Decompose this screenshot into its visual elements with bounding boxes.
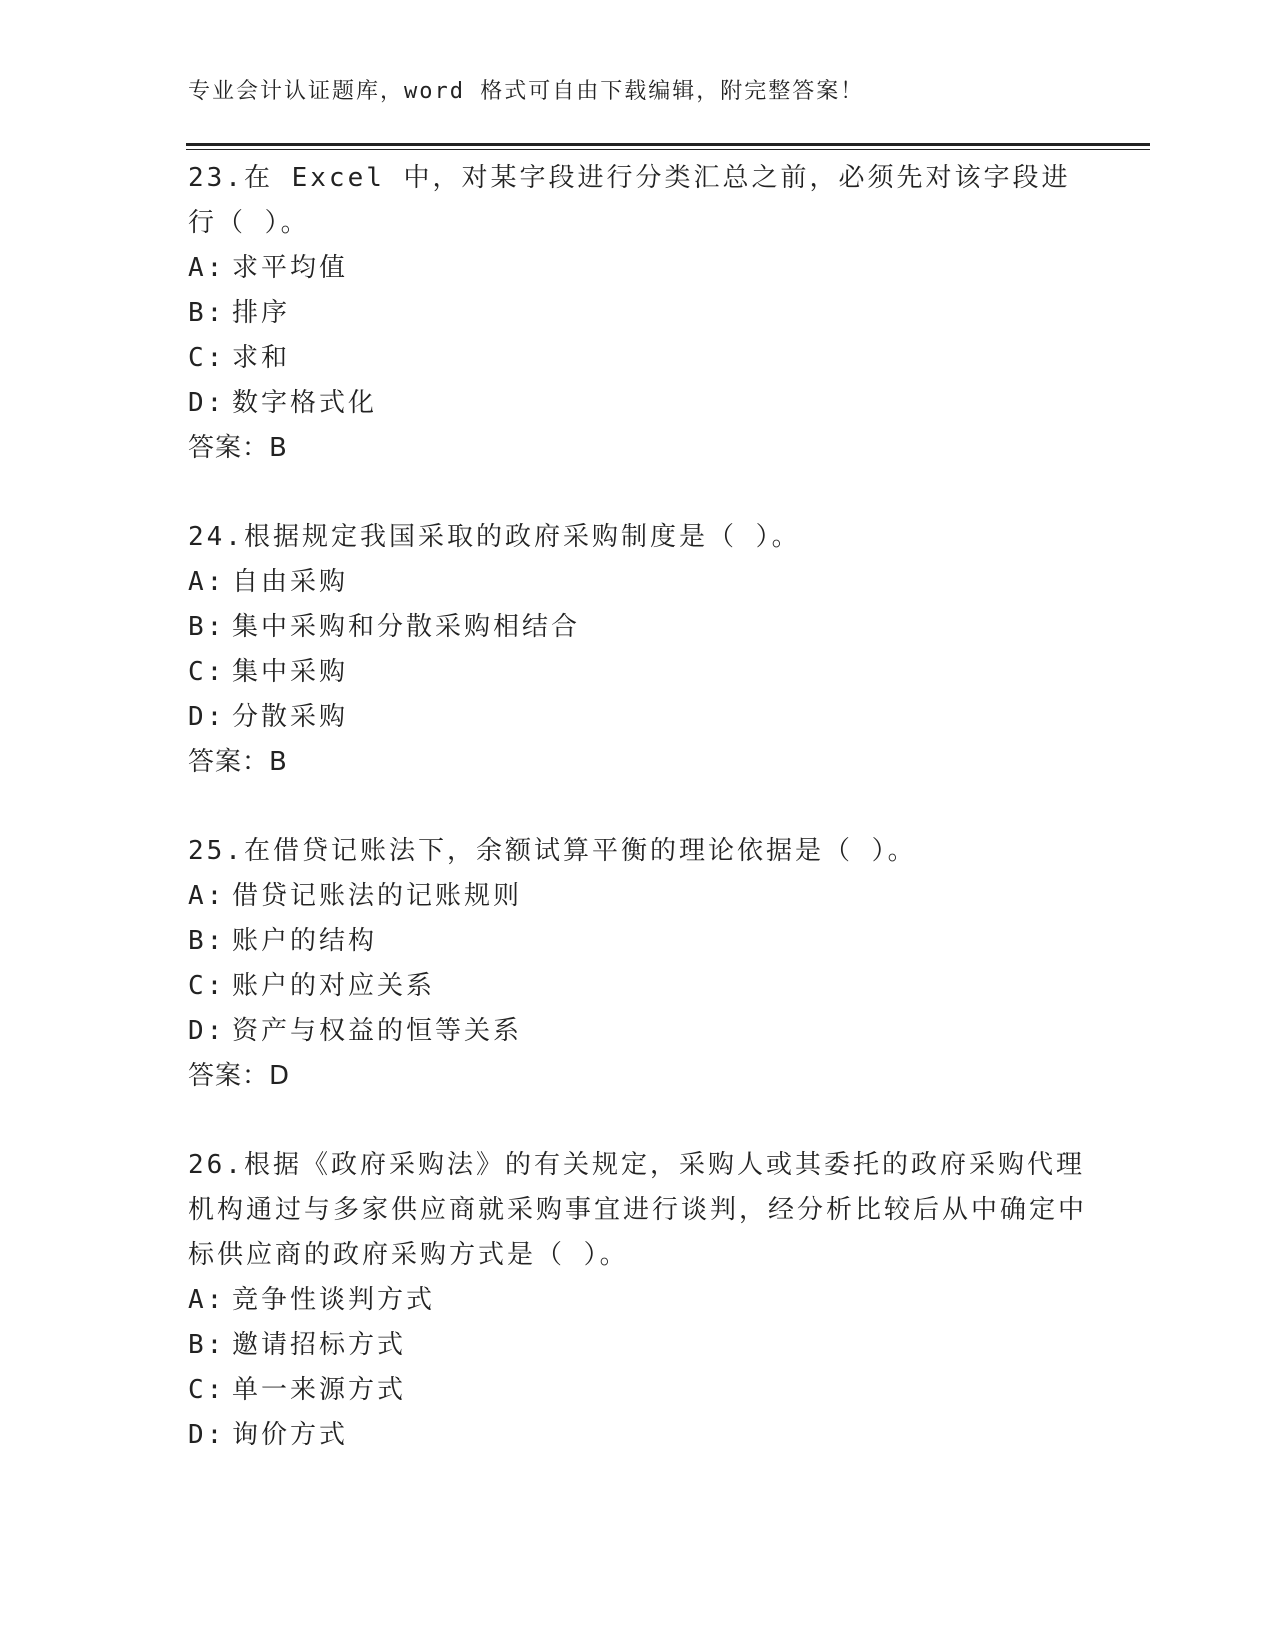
answer-line: [188, 426, 1088, 471]
answer-value: B: [269, 433, 288, 463]
option-text: 排序: [232, 298, 291, 328]
answer-value: D: [269, 1061, 291, 1091]
answer-label: 答案：: [188, 433, 270, 463]
option-letter: C:: [188, 343, 226, 373]
option-b: [188, 291, 1088, 336]
option-d: [188, 1413, 1088, 1458]
option-text: 竞争性谈判方式: [232, 1285, 436, 1315]
option-text: 集中采购: [232, 657, 349, 687]
option-letter: B:: [188, 298, 226, 328]
option-text: 分散采购: [232, 702, 349, 732]
question-stem: 根据规定我国采取的政府采购制度是（ ）。: [243, 522, 801, 552]
question-number: 23.: [188, 163, 244, 193]
header-rule-thick: [186, 143, 1150, 146]
option-letter: B:: [188, 1330, 226, 1360]
option-text: 借贷记账法的记账规则: [232, 881, 523, 911]
question-text: [188, 829, 1088, 874]
question-number: 24.: [188, 522, 244, 552]
question-text: [188, 156, 1088, 246]
question-text: [188, 1143, 1088, 1278]
option-letter: C:: [188, 971, 226, 1001]
option-c: [188, 1368, 1088, 1413]
option-letter: C:: [188, 657, 226, 687]
option-letter: D:: [188, 1420, 226, 1450]
option-c: [188, 336, 1088, 381]
option-text: 单一来源方式: [232, 1375, 407, 1405]
option-text: 询价方式: [232, 1420, 349, 1450]
option-a: [188, 560, 1088, 605]
answer-line: [188, 740, 1088, 785]
option-letter: A:: [188, 1285, 226, 1315]
option-text: 邀请招标方式: [232, 1330, 407, 1360]
option-d: [188, 1009, 1088, 1054]
option-text: 求平均值: [232, 253, 349, 283]
option-text: 资产与权益的恒等关系: [232, 1016, 523, 1046]
option-b: [188, 605, 1088, 650]
answer-value: B: [269, 747, 288, 777]
answer-label: 答案：: [188, 1061, 270, 1091]
answer-line: [188, 1054, 1088, 1099]
option-a: [188, 246, 1088, 291]
question-stem: 根据《政府采购法》的有关规定，采购人或其委托的政府采购代理机构通过与多家供应商就采购事宜进行谈判，经分析比较后从中确定中标供应商的政府采购方式是（ ）。: [188, 1150, 1088, 1270]
option-letter: C:: [188, 1375, 226, 1405]
option-d: [188, 695, 1088, 740]
page-header: 专业会计认证题库，word 格式可自由下载编辑，附完整答案！: [188, 79, 865, 104]
option-text: 数字格式化: [232, 388, 378, 418]
header-rule-thin: [186, 149, 1150, 150]
option-letter: D:: [188, 702, 226, 732]
option-letter: D:: [188, 388, 226, 418]
question-number: 26.: [188, 1150, 244, 1180]
option-text: 账户的对应关系: [232, 971, 436, 1001]
question-26: [188, 1143, 1088, 1458]
question-number: 25.: [188, 836, 244, 866]
option-b: [188, 919, 1088, 964]
option-text: 账户的结构: [232, 926, 378, 956]
option-letter: A:: [188, 253, 226, 283]
question-list: [188, 156, 1088, 1502]
question-stem: 在借贷记账法下，余额试算平衡的理论依据是（ ）。: [243, 836, 917, 866]
question-stem: 在 Excel 中，对某字段进行分类汇总之前，必须先对该字段进行（ ）。: [188, 163, 1071, 238]
question-24: [188, 515, 1088, 785]
option-c: [188, 650, 1088, 695]
option-letter: D:: [188, 1016, 226, 1046]
option-letter: A:: [188, 567, 226, 597]
question-text: [188, 515, 1088, 560]
option-letter: B:: [188, 926, 226, 956]
question-23: [188, 156, 1088, 471]
option-a: [188, 1278, 1088, 1323]
option-letter: B:: [188, 612, 226, 642]
option-text: 求和: [232, 343, 291, 373]
option-b: [188, 1323, 1088, 1368]
option-text: 集中采购和分散采购相结合: [232, 612, 581, 642]
option-c: [188, 964, 1088, 1009]
answer-label: 答案：: [188, 747, 270, 777]
option-d: [188, 381, 1088, 426]
option-a: [188, 874, 1088, 919]
option-letter: A:: [188, 881, 226, 911]
option-text: 自由采购: [232, 567, 349, 597]
question-25: [188, 829, 1088, 1099]
